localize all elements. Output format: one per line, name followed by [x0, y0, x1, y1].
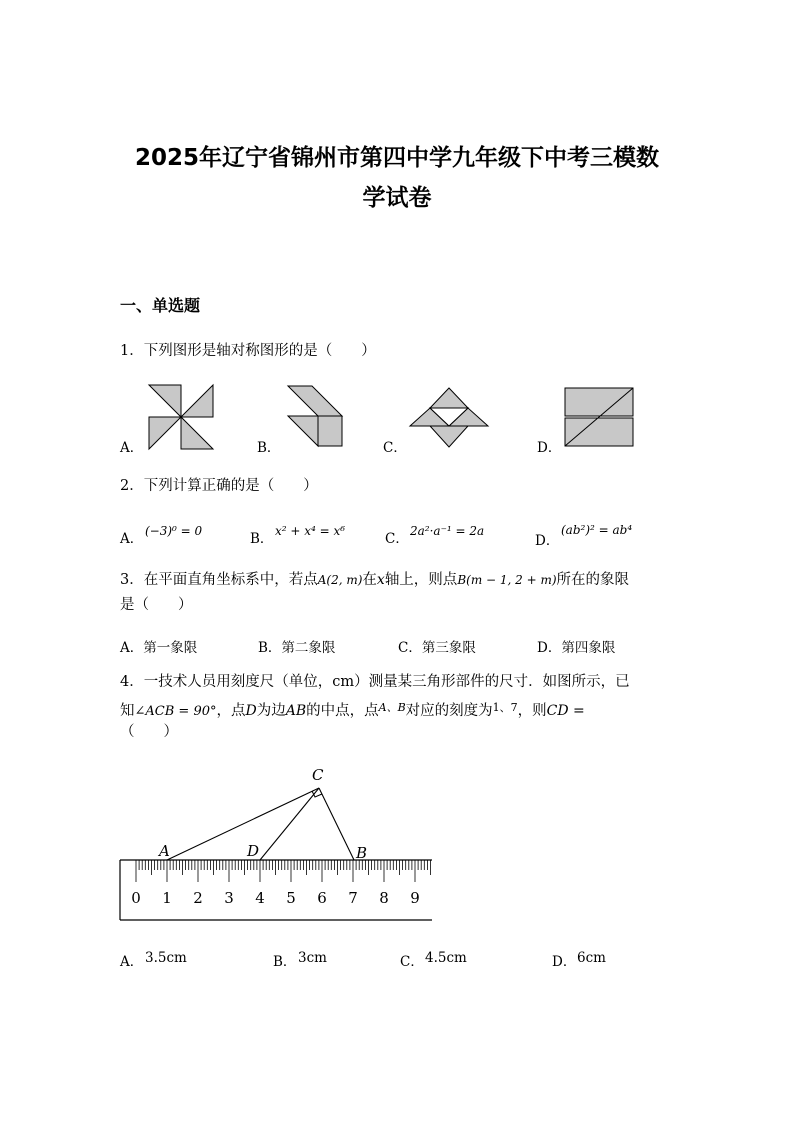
q4-ab-points: A、B — [378, 701, 406, 714]
q4-text-d: 的中点，点 — [306, 703, 379, 719]
q4-ruler-figure — [110, 760, 440, 925]
q3-option-a: A．第一象限 — [120, 640, 198, 656]
q4-cd-expr: CD = — [546, 703, 585, 719]
question-4-stem-line3: （ ） — [120, 724, 178, 740]
q3-point-b: B(m − 1, 2 + m) — [457, 573, 557, 587]
point-a-label: A — [159, 842, 170, 860]
q3-text-d: 所在的象限 — [556, 572, 630, 588]
q4-option-d-value: 6cm — [577, 950, 606, 966]
point-c-label: C — [312, 766, 324, 784]
q3-point-a: A(2, m) — [317, 573, 363, 587]
ruler-number: 6 — [317, 889, 327, 907]
q3-option-c: C．第三象限 — [398, 640, 476, 656]
q4-text-e: 对应的刻度为 — [405, 703, 493, 719]
q4-angle: ∠ACB = 90° — [134, 704, 217, 719]
q2-option-d-label: D． — [535, 533, 560, 549]
section-heading: 一、单选题 — [120, 296, 201, 315]
q4-text-c: 为边 — [256, 703, 286, 719]
q1-option-c-figure — [408, 387, 490, 449]
q1-option-d-figure — [563, 387, 635, 449]
question-4-stem-line1: 4．一技术人员用刻度尺（单位，cm）测量某三角形部件的尺寸．如图所示，已 — [120, 674, 630, 690]
q4-text-f: ，则 — [517, 703, 547, 719]
q3-option-d: D．第四象限 — [537, 640, 616, 656]
q4-option-c-value: 4.5cm — [425, 950, 467, 966]
ruler-number: 1 — [162, 889, 172, 907]
ruler-number: 9 — [410, 889, 420, 907]
point-b-label: B — [356, 844, 368, 862]
q4-option-a-value: 3.5cm — [145, 950, 187, 966]
q4-option-a-label: A． — [120, 954, 144, 970]
q3-x-var: x — [376, 572, 385, 588]
side-ac — [167, 788, 319, 860]
q3-option-b: B．第二象限 — [258, 640, 336, 656]
q2-option-a-expr: (−3)⁰ = 0 — [145, 524, 203, 538]
q4-option-d-label: D． — [552, 954, 577, 970]
q3-text-a: 3．在平面直角坐标系中，若点 — [120, 572, 318, 588]
q2-option-d-expr: (ab²)² = ab⁴ — [561, 523, 633, 537]
q1-option-c-label: C． — [383, 440, 407, 456]
q2-option-c-expr: 2a²·a⁻¹ = 2a — [410, 524, 485, 538]
q2-option-b-label: B． — [250, 531, 274, 547]
segment-cd — [260, 788, 319, 860]
q4-option-c-label: C． — [400, 954, 424, 970]
q4-ab-var: AB — [285, 703, 307, 719]
q1-option-b-label: B． — [257, 440, 281, 456]
question-3-stem-line2: 是（ ） — [120, 597, 193, 613]
q1-option-b-figure — [286, 385, 344, 447]
q4-option-b-value: 3cm — [298, 950, 327, 966]
side-cb — [319, 788, 354, 860]
ruler-number: 7 — [348, 889, 358, 907]
q1-option-d-label: D． — [537, 440, 562, 456]
q1-option-a-figure — [149, 385, 213, 449]
q4-text-b: ，点 — [216, 703, 246, 719]
ruler-ticks — [136, 860, 431, 882]
q4-option-b-label: B． — [273, 954, 297, 970]
ruler-number: 8 — [379, 889, 389, 907]
question-3-stem-line1 — [120, 568, 629, 593]
ruler-number: 2 — [193, 889, 203, 907]
q3-text-c: 轴上，则点 — [384, 572, 458, 588]
question-4-stem-line2 — [120, 695, 585, 724]
q3-text-b: 在 — [362, 572, 377, 588]
point-d-label: D — [247, 842, 260, 860]
ruler-numbers — [131, 889, 420, 907]
q2-option-a-label: A． — [120, 531, 144, 547]
question-1-stem: 1．下列图形是轴对称图形的是（ ） — [120, 343, 376, 359]
page-title-line2: 学试卷 — [362, 185, 432, 211]
ruler-number: 5 — [286, 889, 296, 907]
q2-option-b-expr: x² + x⁴ = x⁶ — [275, 524, 346, 538]
q4-text-a: 知 — [120, 703, 135, 719]
ruler-number: 0 — [131, 889, 141, 907]
ruler-number: 3 — [224, 889, 234, 907]
q4-d-var: D — [245, 703, 257, 719]
q4-scale-values: 1、7 — [492, 701, 518, 714]
q2-option-c-label: C． — [385, 531, 409, 547]
page-title: 2025年辽宁省锦州市第四中学九年级下中考三模数 — [134, 145, 659, 171]
ruler-number: 4 — [255, 889, 265, 907]
question-2-stem: 2．下列计算正确的是（ ） — [120, 478, 318, 494]
q1-option-a-label: A． — [120, 440, 144, 456]
